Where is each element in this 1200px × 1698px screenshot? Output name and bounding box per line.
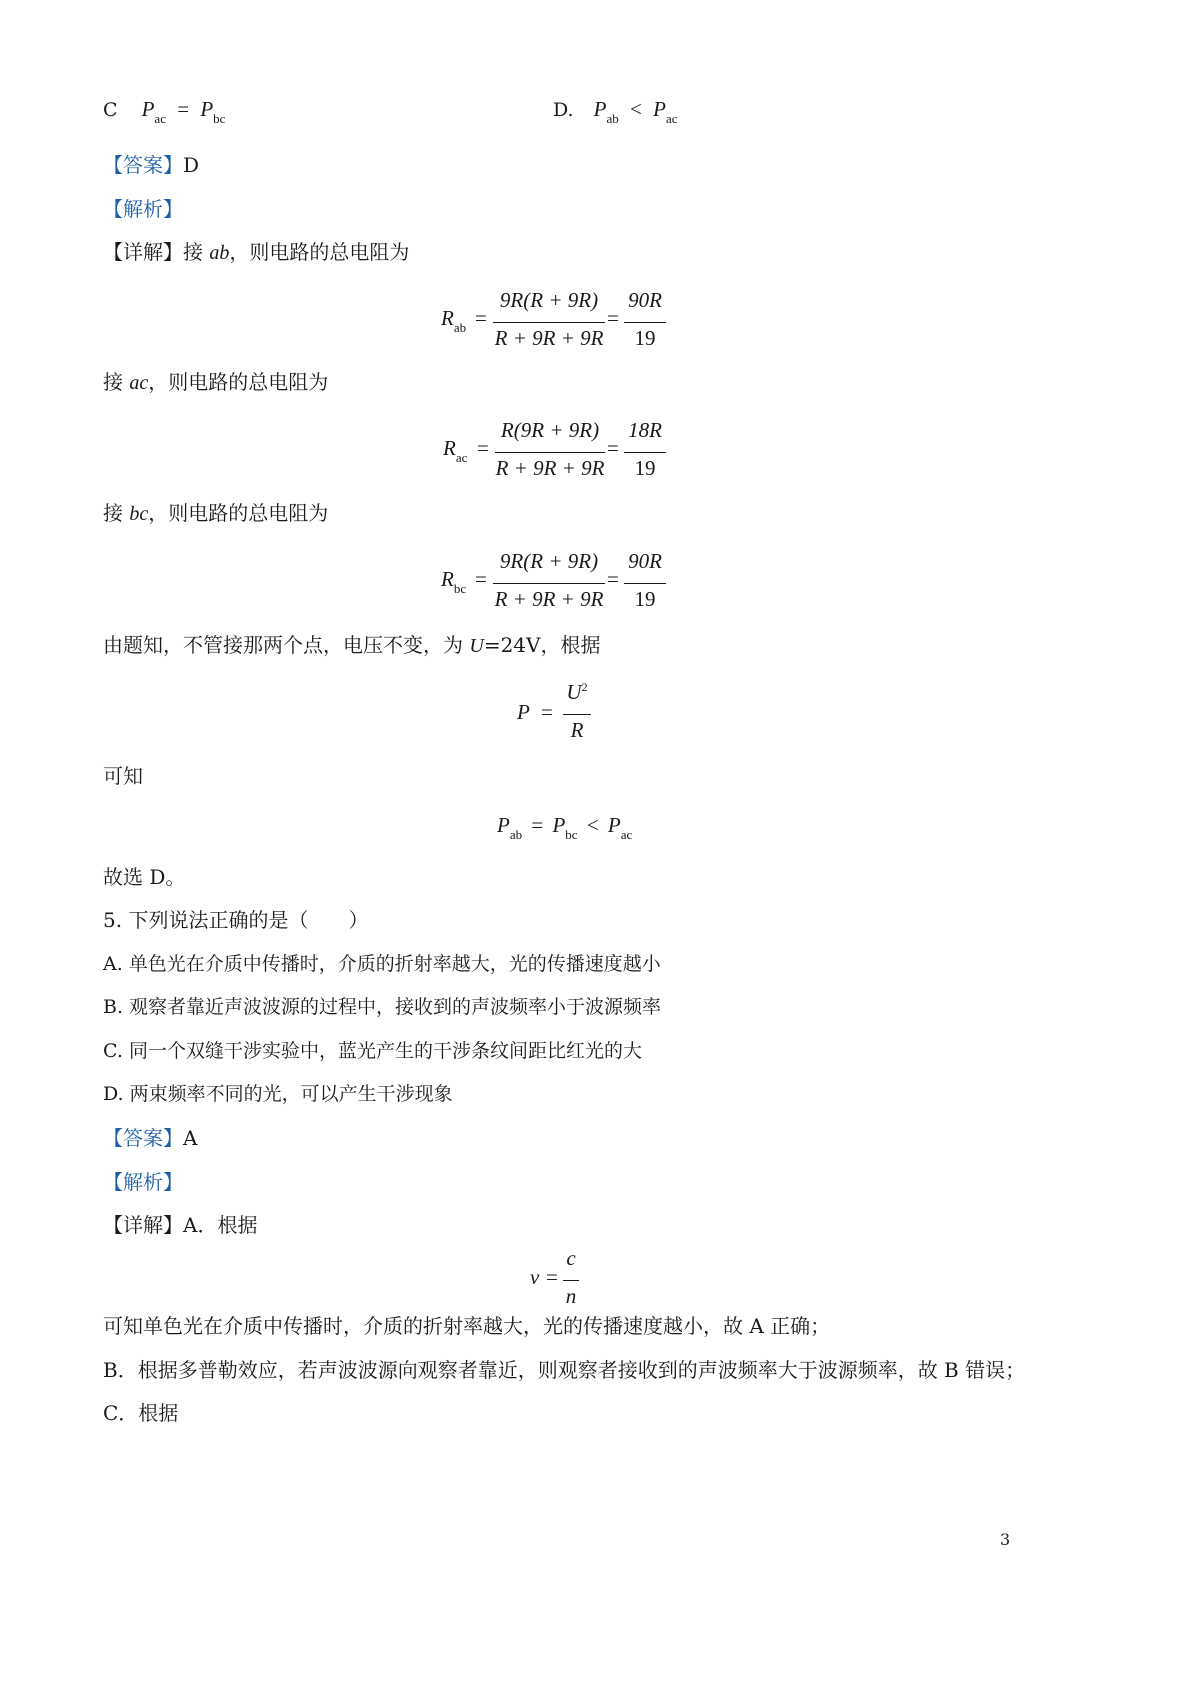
q4-line-ac: 接 ac，则电路的总电阻为 [103,370,329,394]
option-d-expr: $P_{ab} < P_{ac}$ [593,97,678,126]
eq-rac-result: 18R 19 [624,418,666,488]
eq-rac-frac: R(9R + 9R) R + 9R + 9R [495,418,605,480]
q5-option-d: D. 两束频率不同的光，可以产生干涉现象 [103,1083,453,1105]
q5-line-c: C．根据 [103,1401,179,1425]
eq-power-eq: = [541,700,553,724]
eq-v-frac: c n [563,1246,579,1316]
q5-analysis-label: 【解析】 [103,1170,183,1194]
q4-conclusion: 故选 D。 [103,865,186,889]
detail-label: 【详解】 [103,1213,183,1237]
q4-knowable: 可知 [103,764,143,788]
eq-v-eq: = [546,1265,558,1289]
option-d-label: D. [553,99,574,121]
eq-power-lhs: P [517,700,530,724]
q5-option-c: C. 同一个双缝干涉实验中，蓝光产生的干涉条纹间距比红光的大 [103,1040,642,1062]
eq-rab-eq2: = [607,306,619,330]
eq-rbc-frac: 9R(R + 9R) R + 9R + 9R [494,549,604,611]
answer-value: A [183,1126,198,1150]
q5-line-a: 可知单色光在介质中传播时，介质的折射率越大，光的传播速度越小，故 A 正确； [103,1314,831,1338]
option-c [103,94,225,127]
answer-label: 【答案】 [103,1126,183,1150]
q4-line-bc: 接 bc，则电路的总电阻为 [103,501,329,525]
eq-rbc-eq2: = [607,567,619,591]
q5-stem: 5. 下列说法正确的是（ ） [103,908,369,932]
q5-answer [103,1123,197,1153]
eq-v-lhs: v [530,1265,540,1289]
eq-rac-eq1: = [477,436,489,460]
q4-analysis-label: 【解析】 [103,197,183,221]
eq-rbc-result: 90R 19 [624,549,666,619]
q4-voltage-line: 由题知，不管接那两个点，电压不变，为 U=24V，根据 [103,633,601,657]
eq-rab-eq1: = [475,306,487,330]
eq-rab-lhs: $R_{ab}$ [441,306,467,335]
answer-label: 【答案】 [103,153,183,177]
eq-compare: $P_{ab} = P_{bc} < P_{ac}$ [497,813,633,842]
option-d [553,94,677,127]
detail-label: 【详解】 [103,240,183,264]
eq-rab-frac: 9R(R + 9R) R + 9R + 9R [494,288,604,350]
q5-option-a: A. 单色光在介质中传播时，介质的折射率越大，光的传播速度越小 [103,953,661,975]
eq-power-frac: $U^2$ R [563,680,591,750]
option-c-label: C [103,99,118,121]
eq-rac-lhs: $R_{ac}$ [443,436,468,465]
q5-option-b: B. 观察者靠近声波波源的过程中，接收到的声波频率小于波源频率 [103,996,662,1018]
eq-rac-eq2: = [607,436,619,460]
q5-line-b: B．根据多普勒效应，若声波波源向观察者靠近，则观察者接收到的声波频率大于波源频率，故 B 错误； [103,1358,1026,1382]
eq-rbc-lhs: $R_{bc}$ [441,567,467,596]
q5-detail-intro: 【详解】A．根据 [103,1213,258,1237]
eq-rab-result: 90R 19 [624,288,666,358]
option-c-expr: $P_{ac} = P_{bc}$ [141,97,226,126]
q4-detail-intro: 【详解】接 ab，则电路的总电阻为 [103,240,410,264]
eq-rbc-eq1: = [475,567,487,591]
q4-answer [103,150,199,180]
answer-value: D [183,153,200,177]
page-number: 3 [1000,1530,1011,1549]
